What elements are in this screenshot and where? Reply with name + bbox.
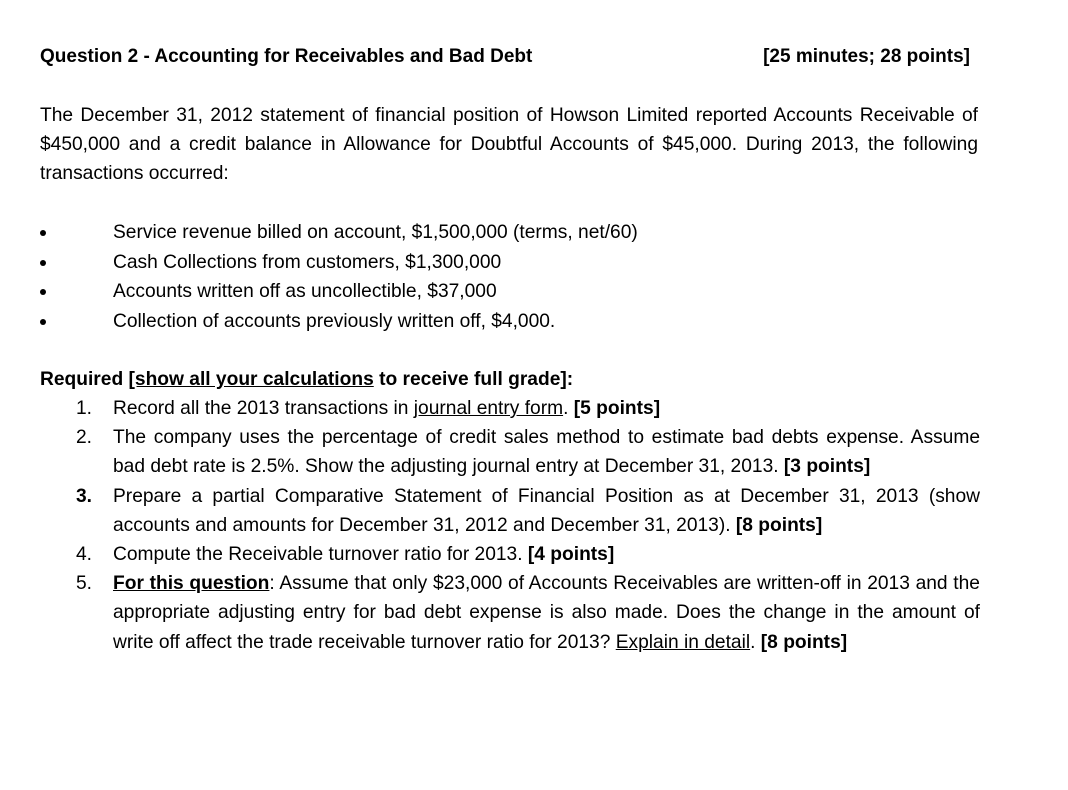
- item-text: : Assume that only $23,000 of Accounts Receivables are written-off in 2013 and the appropriate adjusting entry for bad debt expense is also made. Does the change in the amount of write off affect the trade receivable turnover ratio for 2013?: [113, 573, 980, 653]
- item-text: The company uses the percentage of credit sales method to estimate bad debts expense. Assume bad debt rate is 2.5%. Show the adjusting journal entry at December 31, 2013.: [113, 427, 980, 478]
- item-points: [3 points]: [783, 456, 871, 478]
- item-text-post: .: [563, 398, 574, 419]
- item-points: [8 points]: [735, 514, 823, 536]
- item-text: Compute the Receivable turnover ratio for 2013.: [113, 544, 528, 566]
- item-text: Prepare a partial Comparative Statement of Financial Position as at December 31, 2013 (show accounts and amounts for December 31, 2012 and December 31, 2013).: [113, 485, 980, 536]
- question-title: Question 2 - Accounting for Receivables and Bad Debt: [40, 46, 533, 67]
- required-suffix: to receive full grade]:: [379, 369, 574, 390]
- item-number: 3.: [76, 485, 93, 507]
- item-text-post: .: [750, 631, 761, 653]
- required-instruction: [show all your calculations: [128, 369, 374, 390]
- list-item: [40, 277, 940, 307]
- item-underlined-text: journal entry form: [413, 398, 564, 419]
- requirement-list: [40, 394, 980, 657]
- time-points-label: [25 minutes; 28 points]: [763, 46, 970, 67]
- requirement-item-2: [40, 423, 980, 481]
- bullet-icon: [40, 289, 46, 295]
- requirement-item-1: [40, 394, 980, 423]
- requirement-item-4: [40, 540, 980, 569]
- item-points: [4 points]: [527, 544, 615, 566]
- item-number: 5.: [76, 573, 93, 595]
- item-number: 2.: [76, 427, 93, 449]
- required-label: Required: [40, 369, 124, 390]
- bullet-icon: [40, 319, 46, 325]
- item-lead-text: For this question: [113, 573, 270, 595]
- required-heading: [40, 366, 573, 394]
- transaction-text: Service revenue billed on account, $1,500,000 (terms, net/60): [113, 222, 638, 243]
- list-item: [40, 218, 940, 248]
- item-text: Record all the 2013 transactions in: [113, 398, 414, 419]
- transaction-list: [40, 218, 940, 336]
- bullet-icon: [40, 230, 46, 236]
- transaction-text: Cash Collections from customers, $1,300,000: [113, 251, 502, 273]
- item-points: [5 points]: [573, 398, 661, 419]
- item-points: [8 points]: [760, 631, 848, 653]
- requirement-item-3: [40, 482, 980, 540]
- item-number: 1.: [76, 398, 93, 419]
- bullet-icon: [40, 260, 46, 266]
- transaction-text: Collection of accounts previously written off, $4,000.: [113, 310, 556, 332]
- list-item: [40, 307, 940, 337]
- requirement-item-5: [40, 569, 980, 657]
- item-number: 4.: [76, 544, 93, 566]
- question-header: [40, 45, 970, 69]
- list-item: [40, 248, 940, 278]
- item-underlined-text: Explain in detail: [615, 631, 751, 653]
- intro-paragraph: The December 31, 2012 statement of financial position of Howson Limited reported Accounts Receivable of $450,000 and a credit balance in Allowance for Doubtful Accounts of $45,000. During 2013, the following transactions occurred:: [40, 105, 978, 184]
- transaction-text: Accounts written off as uncollectible, $37,000: [113, 281, 497, 302]
